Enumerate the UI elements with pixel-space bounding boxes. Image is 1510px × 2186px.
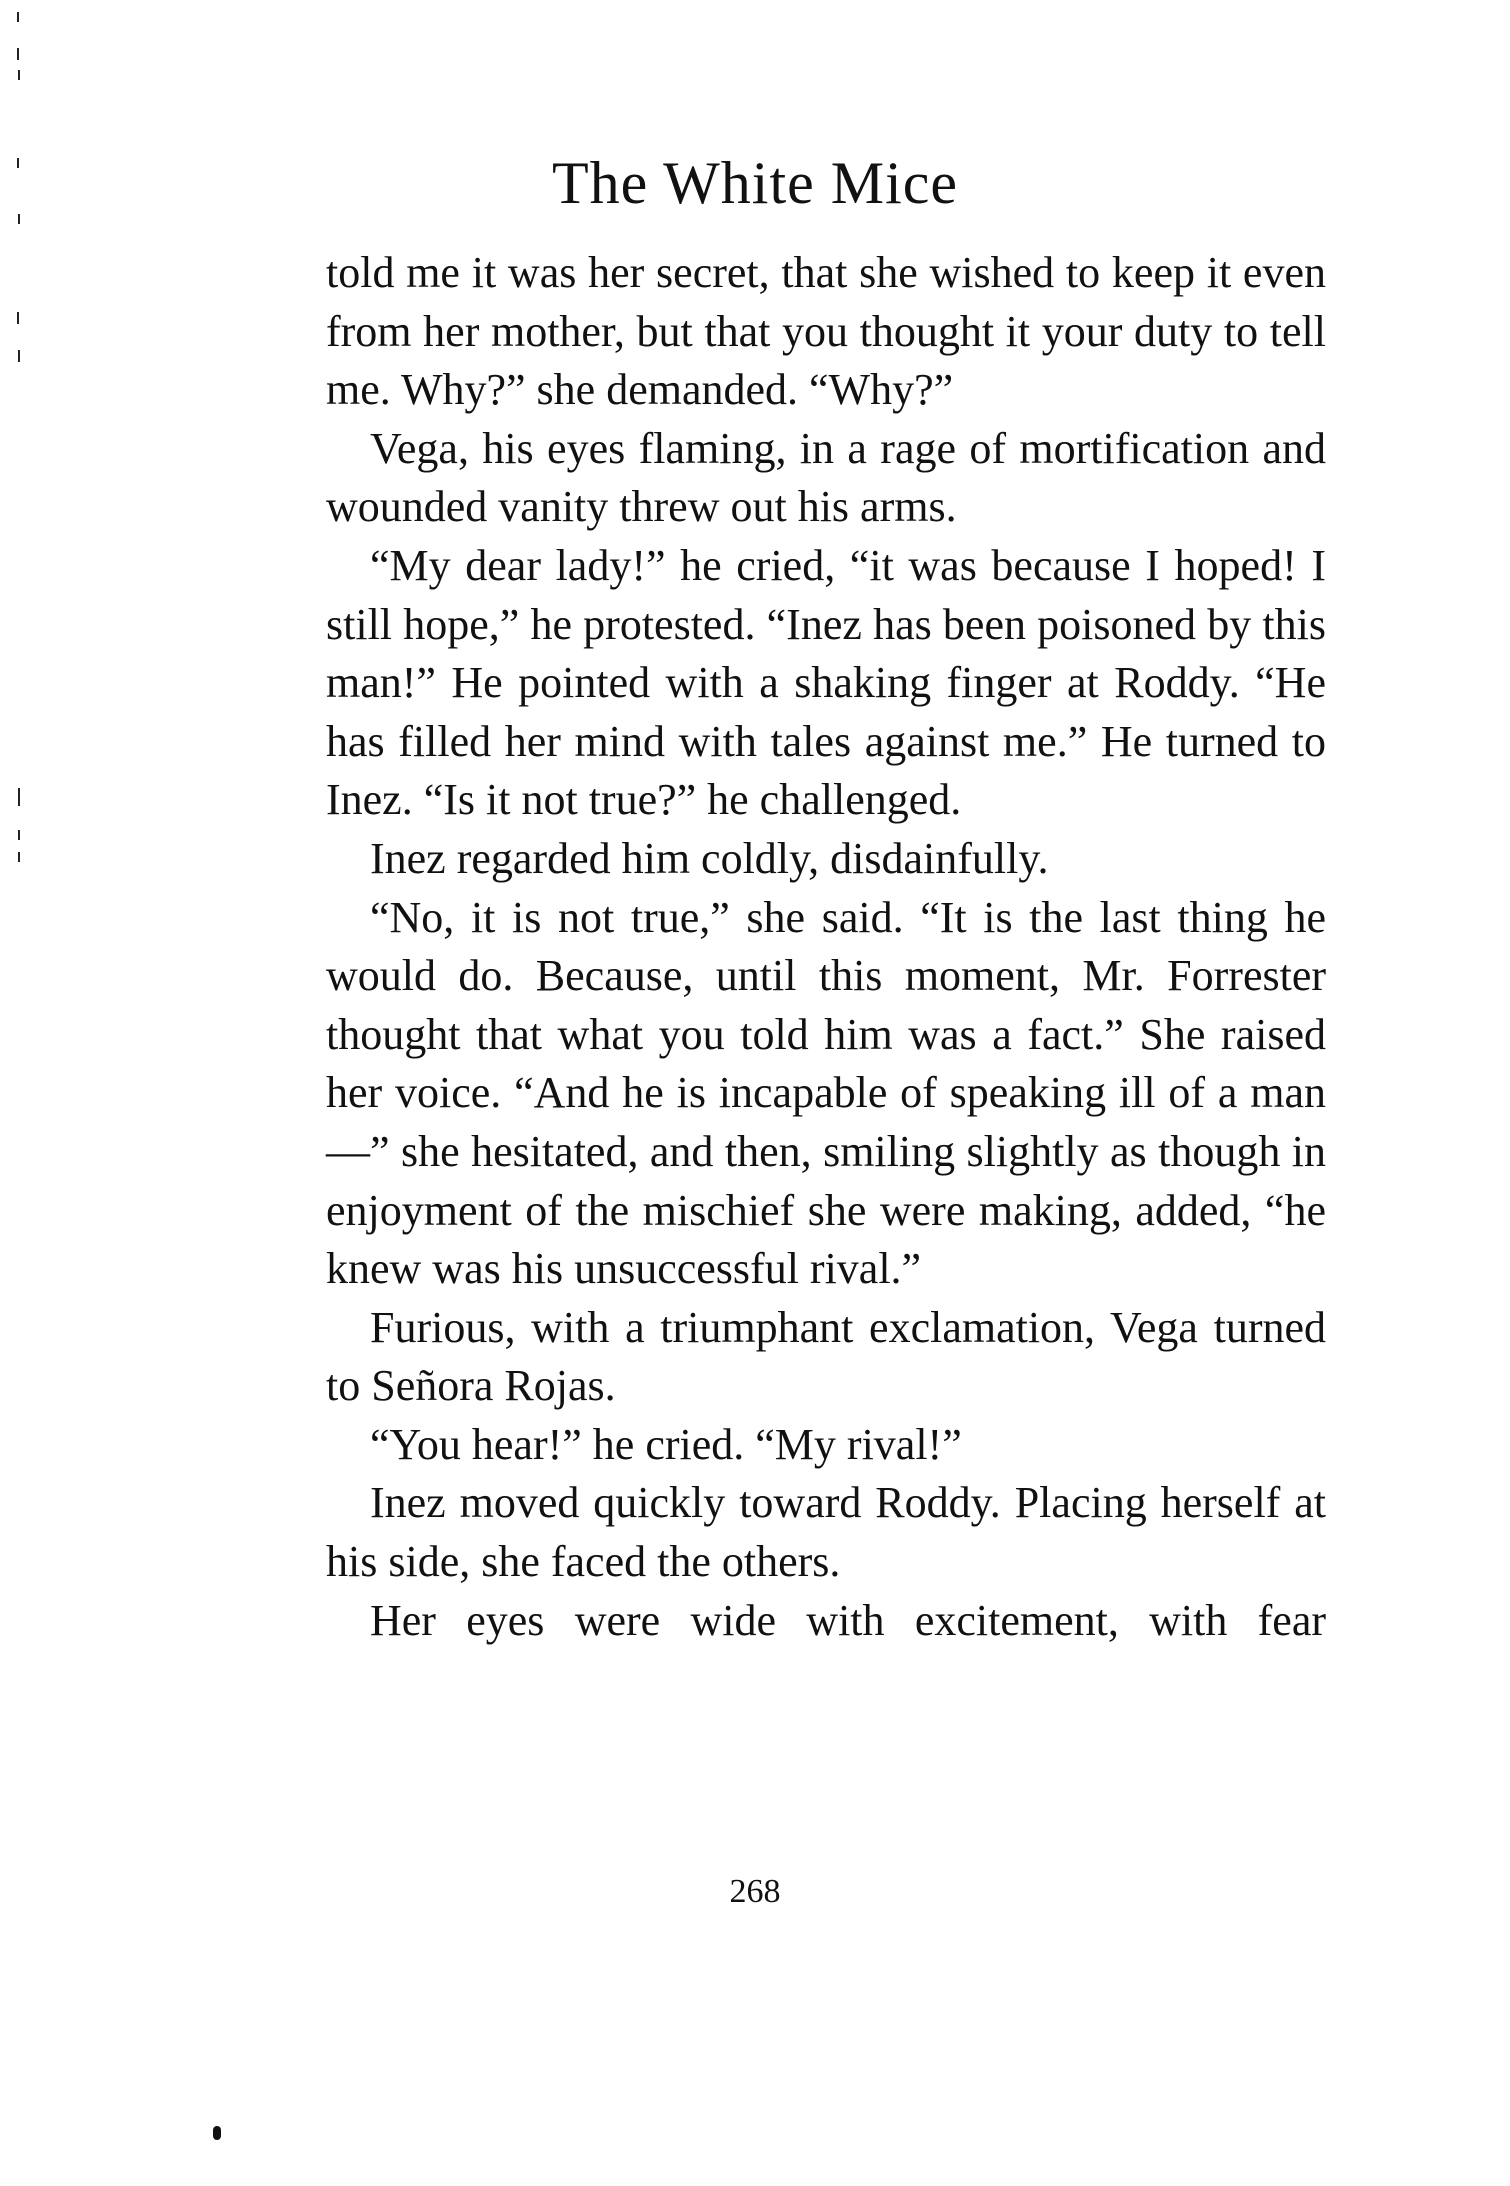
scan-mark [18,70,20,80]
paragraph: “No, it is not true,” she said. “It is the last thing he would do. Because, until this moment, Mr. Forrester thought that what you told him was a fact.” She raised her voice. “And he is incapable of speaking ill of a man—” she hesitated, and then, smiling slightly as though in enjoyment of the mischief she were making, added, “he knew was his unsuccessful rival.” [326,892,1326,1294]
paragraph: “My dear lady!” he cried, “it was because I hoped! I still hope,” he protested. “Inez has been poisoned by this man!” He pointed with a shaking finger at Roddy. “He has filled her mind with tales against me.” He turned to Inez. “Is it not true?” he challenged. [326,540,1326,825]
scan-mark [17,312,19,324]
paragraph: Inez moved quickly toward Roddy. Placing herself at his side, she faced the others. [326,1478,1326,1587]
scan-mark [18,788,20,806]
running-head: The White Mice [551,150,959,216]
body-text [326,244,1326,1650]
paragraph: Inez regarded him coldly, disdainfully. [370,833,1049,883]
scan-mark [18,830,20,840]
paragraph: told me it was her secret, that she wished to keep it even from her mother, but that you thought it your duty to tell me. Why?” she demanded. “Why?” [326,248,1326,415]
ink-spot [213,2126,221,2140]
scan-mark [18,852,20,862]
paragraph: Vega, his eyes flaming, in a rage of mortification and wounded vanity threw out his arms. [326,423,1326,532]
paragraph: “You hear!” he cried. “My rival!” [370,1419,962,1469]
scan-mark [17,12,19,22]
paragraph: Her eyes were wide with excitement, with fear [370,1595,1326,1645]
scan-mark [18,350,20,362]
page-number: 268 [729,1873,781,1910]
scan-mark [17,48,19,60]
paragraph: Furious, with a triumphant exclamation, Vega turned to Señora Rojas. [326,1302,1326,1411]
